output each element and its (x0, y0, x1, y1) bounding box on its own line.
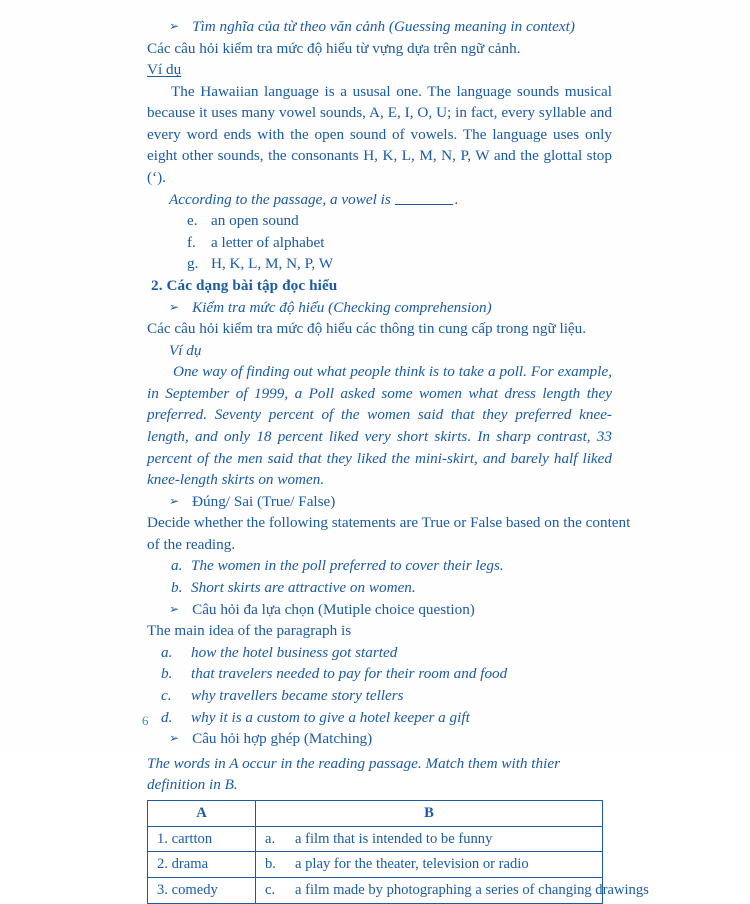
arrow-bullet-icon: ➢ (169, 299, 180, 314)
mc-option-b-text: that travelers needed to pay for their room and food (191, 665, 508, 683)
true-false-instruction-line2: of the reading. (147, 535, 236, 553)
cell-b-3-text: a film made by photographing a series of changing drawings (295, 881, 649, 898)
cell-b-2 (256, 852, 603, 878)
arrow-bullet-icon: ➢ (169, 601, 180, 616)
cell-a-3: 3. comedy (148, 877, 256, 903)
bullet-true-false-label: Đúng/ Sai (True/ False) (192, 492, 336, 510)
cell-b-2-text: a play for the theater, television or radio (295, 856, 529, 873)
cell-b-1 (256, 826, 603, 852)
cell-b-1-text: a film that is intended to be funny (295, 830, 493, 847)
cell-b-1-label: a. (265, 830, 276, 847)
cell-b-3-label: c. (265, 881, 276, 898)
bullet-multiple-choice (147, 599, 612, 621)
matching-intro: The words in A occur in the reading passage. Match them with thier definition in B. (147, 754, 560, 794)
question-vowel (147, 189, 612, 211)
true-false-statement-b-text: Short skirts are attractive on women. (191, 579, 416, 597)
option-f (147, 232, 612, 254)
true-false-statement-b-label: b. (171, 579, 183, 597)
mc-option-d (147, 707, 612, 729)
answer-blank (395, 193, 453, 205)
option-f-label: f. (187, 233, 196, 251)
mc-option-d-label: d. (161, 708, 173, 726)
option-g-label: g. (187, 255, 199, 273)
mc-option-c (147, 685, 612, 707)
desc-checking-comprehension: Các câu hỏi kiểm tra mức độ hiểu các thông tin cung cấp trong ngữ liệu. (147, 320, 587, 338)
example-label-1 (147, 59, 612, 81)
arrow-bullet-icon: ➢ (169, 493, 180, 508)
option-g (147, 253, 612, 275)
multiple-choice-stem: The main idea of the paragraph is (147, 622, 352, 640)
true-false-statement-b (147, 577, 612, 599)
arrow-bullet-icon: ➢ (169, 19, 180, 33)
page-number: 6 (142, 713, 149, 728)
table-row (148, 826, 603, 852)
passage-poll: One way of finding out what people think is to take a poll. For example, in September of 1999, a Poll asked some women what dress length they preferred. Seventy percent of the women said that they preferred knee-length, and only 18 percent liked very short skirts. In sharp contrast, 33 percent of the men said that they liked the mini-skirt, and barely half liked knee-length skirts on women. (147, 363, 612, 489)
true-false-statement-a-text: The women in the poll preferred to cover their legs. (191, 557, 504, 575)
mc-option-b-label: b. (161, 665, 173, 683)
table-row (148, 877, 603, 903)
option-e-label: e. (187, 212, 198, 230)
mc-option-d-text: why it is a custom to give a hotel keeper a gift (191, 708, 470, 726)
cell-b-2-label: b. (265, 856, 276, 873)
mc-option-c-label: c. (161, 686, 172, 704)
bullet-checking-comprehension (147, 297, 612, 319)
bullet-true-false (147, 491, 612, 513)
example-label-2: Ví dụ (169, 341, 202, 359)
column-header-a: A (148, 800, 256, 826)
bullet-matching-label: Câu hỏi hợp ghép (Matching) (192, 730, 373, 748)
bullet-guessing-meaning-label: Tìm nghĩa của từ theo văn cảnh (Guessing meaning in context) (192, 18, 575, 35)
option-f-text: a letter of alphabet (211, 233, 325, 251)
arrow-bullet-icon: ➢ (169, 731, 180, 746)
desc-guessing-meaning: Các câu hỏi kiểm tra mức độ hiểu từ vựng dựa trên ngữ cảnh. (147, 39, 521, 57)
option-e-text: an open sound (211, 212, 299, 230)
mc-option-a (147, 642, 612, 664)
example-label-1-text: Ví dụ (147, 61, 182, 79)
cell-a-2: 2. drama (148, 852, 256, 878)
true-false-statement-a-label: a. (171, 557, 183, 575)
document-content (147, 16, 649, 904)
cell-b-3 (256, 877, 649, 903)
table-row (148, 852, 603, 878)
bullet-multiple-choice-label: Câu hỏi đa lựa chọn (Mutiple choice question) (192, 600, 475, 618)
question-vowel-tail: . (454, 190, 459, 208)
mc-option-a-label: a. (161, 643, 173, 661)
option-g-text: H, K, L, M, N, P, W (211, 255, 334, 273)
passage-hawaiian: The Hawaiian language is a ususal one. The language sounds musical because it uses many vowel sounds, A, E, I, O, U; in fact, every syllable and every word ends with the open sound of vowels. The language uses only eight other sounds, the consonants H, K, L, M, N, P, W and the glottal stop (‘). (147, 82, 612, 187)
table-header-row (148, 800, 603, 826)
question-vowel-text: According to the passage, a vowel is (169, 190, 391, 208)
mc-option-a-text: how the hotel business got started (191, 643, 398, 661)
page-title: 2. Các dạng bài tập đọc hiểu (151, 276, 338, 294)
true-false-instruction-line1: Decide whether the following statements are True or False based on the content (147, 514, 631, 532)
bullet-checking-comprehension-label: Kiểm tra mức độ hiểu (Checking comprehension) (192, 298, 492, 316)
mc-option-c-text: why travellers became story tellers (191, 686, 404, 704)
matching-table (147, 800, 649, 904)
bullet-guessing-meaning (147, 16, 612, 38)
cell-a-1: 1. cartton (148, 826, 256, 852)
column-header-b: B (256, 800, 603, 826)
mc-option-b (147, 663, 612, 685)
option-e (147, 210, 612, 232)
bullet-matching (147, 728, 612, 750)
true-false-statement-a (147, 555, 612, 577)
